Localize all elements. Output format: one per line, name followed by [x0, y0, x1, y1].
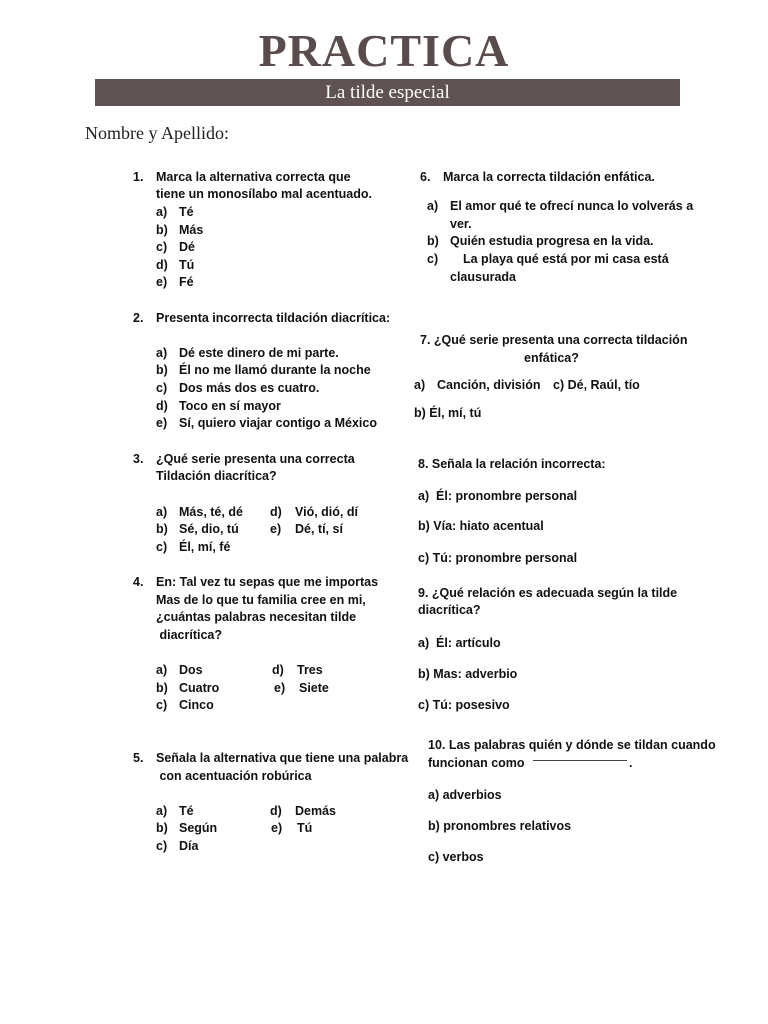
option-label: a) [156, 804, 168, 818]
option-text: a) adverbios [428, 788, 502, 802]
option-label: d) [156, 258, 168, 272]
option-text: Té [179, 804, 194, 818]
option-label: c) [156, 839, 168, 853]
option-text: Sí, quiero viajar contigo a México [179, 416, 377, 430]
option-label: c) [156, 698, 168, 712]
option-text: Cinco [179, 698, 214, 712]
option-text: b) Vía: hiato acentual [418, 519, 544, 533]
option-text: Dos más dos es cuatro. [179, 381, 320, 395]
option-text: a) Él: artículo [418, 636, 501, 650]
option-text: La playa qué está por mi casa está [463, 252, 669, 266]
question-number: 5. [133, 751, 144, 765]
option-text: c) verbos [428, 850, 484, 864]
question-text: Marca la alternativa correcta que [156, 170, 351, 184]
question-text: Mas de lo que tu familia cree en mi, [156, 593, 366, 607]
option-text: Según [179, 821, 218, 835]
option-text: Más [179, 223, 204, 237]
option-text: Canción, división [437, 378, 541, 392]
option-text: Cuatro [179, 681, 220, 695]
question-text: Marca la correcta tildación enfática. [443, 170, 655, 184]
fill-in-blank-line [533, 760, 627, 761]
question-text: diacrítica? [156, 628, 222, 642]
question-text: 8. Señala la relación incorrecta: [418, 457, 606, 471]
option-label: e) [156, 275, 168, 289]
option-text: Té [179, 205, 194, 219]
question-text: tiene un monosílabo mal acentuado. [156, 187, 373, 201]
option-text: Dé, tí, sí [295, 522, 343, 536]
option-label: c) [156, 540, 168, 554]
option-text: Dé este dinero de mi parte. [179, 346, 339, 360]
question-text: diacrítica? [418, 603, 481, 617]
option-text: b) pronombres relativos [428, 819, 572, 833]
option-label: b) [156, 363, 168, 377]
option-label: e) [274, 681, 286, 695]
option-label: b) [427, 234, 439, 248]
option-label: a) [156, 505, 168, 519]
question-text: Tildación diacrítica? [156, 469, 277, 483]
question-text: Presenta incorrecta tildación diacrítica: [156, 311, 391, 325]
option-text: b) Él, mí, tú [414, 406, 482, 420]
question-text: enfática? [524, 351, 579, 365]
option-label: b) [156, 821, 168, 835]
option-text: Siete [299, 681, 329, 695]
option-label: e) [271, 821, 283, 835]
option-label: d) [270, 804, 282, 818]
question-number: 6. [420, 170, 431, 184]
option-text: El amor qué te ofrecí nunca lo volverás a [450, 199, 694, 213]
option-text: Toco en sí mayor [179, 399, 281, 413]
question-text: En: Tal vez tu sepas que me importas [156, 575, 379, 589]
question-number: 4. [133, 575, 144, 589]
question-number: 1. [133, 170, 144, 184]
question-text: . [629, 756, 633, 770]
option-label: c) [427, 252, 439, 266]
question-text: con acentuación robúrica [156, 769, 312, 783]
name-field-label: Nombre y Apellido: [85, 123, 229, 143]
option-text: ver. [450, 217, 472, 231]
option-label: b) [156, 681, 168, 695]
question-text: funcionan como [428, 756, 525, 770]
option-text: Dé [179, 240, 195, 254]
question-text: Señala la alternativa que tiene una palabra [156, 751, 409, 765]
question-number: 3. [133, 452, 144, 466]
option-text: a) Él: pronombre personal [418, 489, 578, 503]
option-label: e) [156, 416, 168, 430]
option-text: Dos [179, 663, 203, 677]
option-text: Él, mí, fé [179, 540, 231, 554]
option-label: d) [156, 399, 168, 413]
option-label: e) [270, 522, 282, 536]
option-text: b) Mas: adverbio [418, 667, 518, 681]
option-text: Tú [297, 821, 313, 835]
option-label: b) [156, 522, 168, 536]
option-text: Demás [295, 804, 336, 818]
option-text: Sé, dio, tú [179, 522, 239, 536]
option-label: a) [156, 346, 168, 360]
option-label: a) [156, 205, 168, 219]
option-label: a) [414, 378, 426, 392]
option-label: a) [156, 663, 168, 677]
option-text: Día [179, 839, 199, 853]
option-text: Él no me llamó durante la noche [179, 363, 371, 377]
option-text: Vió, dió, dí [295, 505, 358, 519]
option-text: Tres [297, 663, 323, 677]
option-label: d) [272, 663, 284, 677]
question-number: 2. [133, 311, 144, 325]
option-text: c) Tú: pronombre personal [418, 551, 578, 565]
subtitle-banner: La tilde especial [95, 79, 680, 106]
option-text: Fé [179, 275, 194, 289]
option-text: Quién estudia progresa en la vida. [450, 234, 654, 248]
question-text: ¿Qué serie presenta una correcta [156, 452, 355, 466]
option-label: c) [156, 381, 168, 395]
page-title: PRACTICA [258, 25, 510, 76]
question-text: ¿cuántas palabras necesitan tilde [156, 610, 357, 624]
option-label: b) [156, 223, 168, 237]
question-text: 9. ¿Qué relación es adecuada según la tilde [418, 586, 678, 600]
option-text: c) Dé, Raúl, tío [553, 378, 640, 392]
option-label: d) [270, 505, 282, 519]
option-text: Tú [179, 258, 195, 272]
option-text: Más, té, dé [179, 505, 243, 519]
question-text: 10. Las palabras quién y dónde se tildan cuando [428, 738, 716, 752]
option-label: a) [427, 199, 439, 213]
option-text: clausurada [450, 270, 517, 284]
option-label: c) [156, 240, 168, 254]
option-text: c) Tú: posesivo [418, 698, 510, 712]
question-text: 7. ¿Qué serie presenta una correcta tildación [420, 333, 688, 347]
